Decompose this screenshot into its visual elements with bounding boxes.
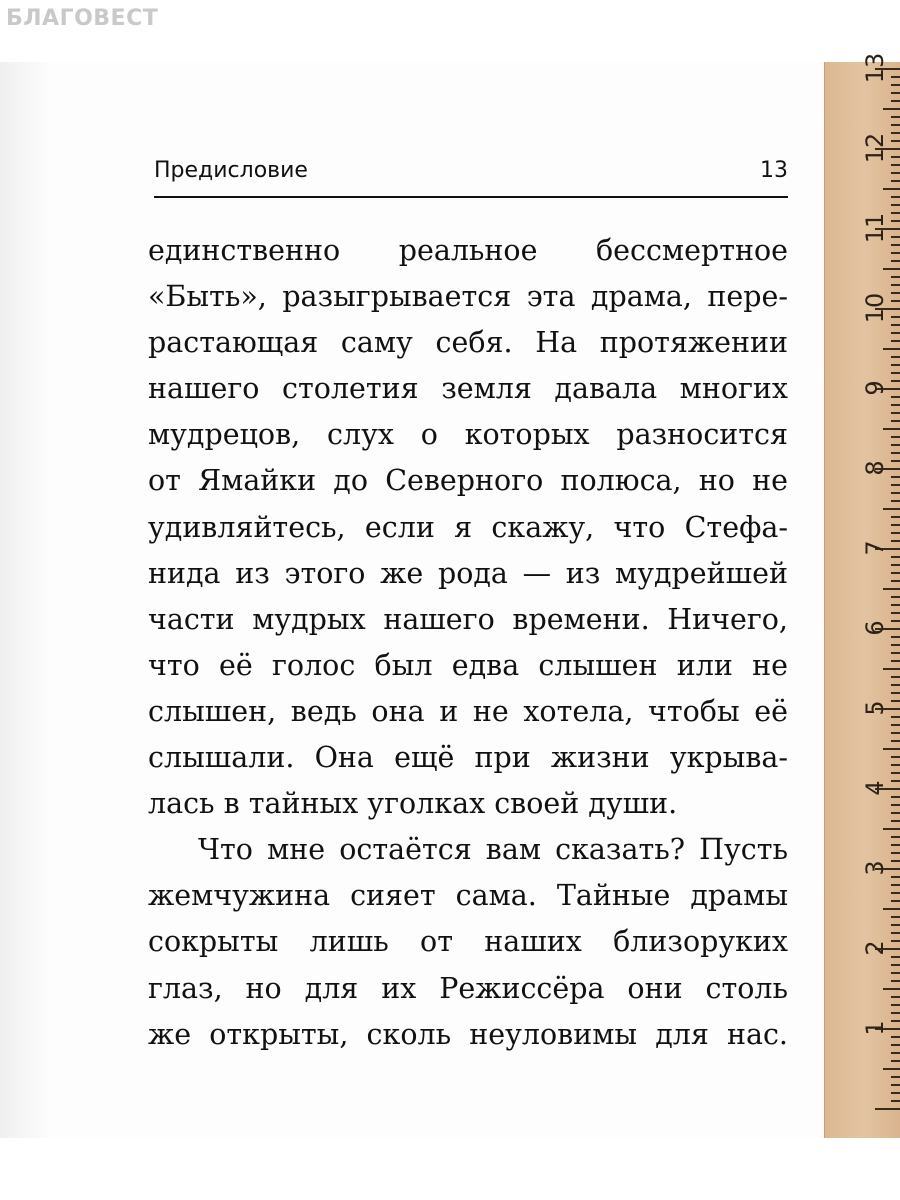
ruler-mm-tick <box>891 364 900 366</box>
text-line: нида из этого же рода — из мудрейшей <box>148 556 788 590</box>
ruler-mm-tick <box>891 300 900 302</box>
ruler-mm-tick <box>883 988 900 990</box>
ruler-mm-tick <box>891 604 900 606</box>
body-text <box>148 228 788 1058</box>
ruler-mm-tick <box>891 340 900 342</box>
ruler-mm-tick <box>891 100 900 102</box>
text-line: от Ямайки до Северного полюса, но не <box>148 464 788 498</box>
ruler-mm-tick <box>891 884 900 886</box>
ruler-number: 3 <box>861 860 889 876</box>
ruler-mm-tick <box>891 836 900 838</box>
ruler-mm-tick <box>883 908 900 910</box>
ruler-mm-tick <box>891 860 900 862</box>
ruler-mm-tick <box>891 84 900 86</box>
ruler-mm-tick <box>883 588 900 590</box>
ruler-number: 13 <box>861 52 889 84</box>
ruler-mm-tick <box>891 1012 900 1014</box>
text-line: растающая саму себя. На протяжении <box>148 326 788 360</box>
ruler-number: 8 <box>861 460 889 476</box>
ruler-mm-tick <box>891 396 900 398</box>
ruler-mm-tick <box>891 116 900 118</box>
ruler-mm-tick <box>891 780 900 782</box>
ruler-mm-tick <box>891 820 900 822</box>
watermark-logo: БЛАГОВЕСТ <box>6 6 159 31</box>
ruler-number: 7 <box>861 540 889 556</box>
ruler-mm-tick <box>891 716 900 718</box>
ruler-mm-tick <box>891 660 900 662</box>
ruler-mm-tick <box>891 252 900 254</box>
ruler-mm-tick <box>891 516 900 518</box>
ruler-mm-tick <box>891 1100 900 1102</box>
ruler-mm-tick <box>891 916 900 918</box>
ruler-number: 12 <box>861 132 889 164</box>
ruler-mm-tick <box>891 492 900 494</box>
ruler-mm-tick <box>891 1020 900 1022</box>
ruler-mm-tick <box>891 1004 900 1006</box>
ruler-number: 5 <box>861 700 889 716</box>
ruler-mm-tick <box>883 428 900 430</box>
ruler-mm-tick <box>883 108 900 110</box>
book-page-edge <box>0 62 48 1138</box>
text-line: же открыты, сколь неуловимы для нас. <box>148 1017 788 1051</box>
ruler-mm-tick <box>891 932 900 934</box>
text-line: Что мне остаётся вам сказать? Пусть <box>198 833 788 867</box>
ruler-mm-tick <box>883 348 900 350</box>
ruler-mm-tick <box>891 484 900 486</box>
text-line: что её голос был едва слышен или не <box>148 648 788 682</box>
ruler-mm-tick <box>891 140 900 142</box>
ruler-mm-tick <box>891 892 900 894</box>
ruler-mm-tick <box>891 524 900 526</box>
ruler-mm-tick <box>891 764 900 766</box>
ruler-mm-tick <box>891 924 900 926</box>
text-line: сокрыты лишь от наших близоруких <box>148 925 788 959</box>
ruler-mm-tick <box>891 380 900 382</box>
ruler-mm-tick <box>891 156 900 158</box>
ruler-mm-tick <box>891 844 900 846</box>
ruler-mm-tick <box>891 852 900 854</box>
ruler-mm-tick <box>891 1052 900 1054</box>
ruler-mm-tick <box>891 1084 900 1086</box>
ruler-mm-tick <box>891 1092 900 1094</box>
ruler-mm-tick <box>891 652 900 654</box>
ruler-mm-tick <box>891 900 900 902</box>
ruler-mm-tick <box>891 420 900 422</box>
ruler-mm-tick <box>891 332 900 334</box>
ruler-mm-tick <box>891 580 900 582</box>
ruler-mm-tick <box>891 684 900 686</box>
ruler-mm-tick <box>891 612 900 614</box>
ruler-mm-tick <box>891 276 900 278</box>
page-header <box>154 158 788 198</box>
ruler-mm-tick <box>891 476 900 478</box>
ruler-mm-tick <box>891 220 900 222</box>
ruler-mm-tick <box>891 620 900 622</box>
ruler-mm-tick <box>891 556 900 558</box>
text-line: лась в тайных уголках своей души. <box>148 787 678 821</box>
ruler-number: 11 <box>861 212 889 244</box>
text-line: части мудрых нашего времени. Ничего, <box>148 602 788 636</box>
ruler-mm-tick <box>891 1044 900 1046</box>
ruler-mm-tick <box>891 532 900 534</box>
ruler-mm-tick <box>891 724 900 726</box>
ruler-mm-tick <box>891 172 900 174</box>
ruler-mm-tick <box>891 964 900 966</box>
ruler-mm-tick <box>891 196 900 198</box>
ruler-mm-tick <box>891 564 900 566</box>
ruler-mm-tick <box>891 1036 900 1038</box>
ruler-mm-tick <box>891 180 900 182</box>
ruler-mm-tick <box>891 540 900 542</box>
ruler-mm-tick <box>883 1068 900 1070</box>
ruler-mm-tick <box>891 404 900 406</box>
ruler-mm-tick <box>891 732 900 734</box>
ruler-mm-tick <box>891 700 900 702</box>
ruler-mm-tick <box>891 940 900 942</box>
ruler-mm-tick <box>891 1076 900 1078</box>
ruler-mm-tick <box>891 444 900 446</box>
ruler-mm-tick <box>891 372 900 374</box>
ruler-number: 1 <box>861 1020 889 1036</box>
ruler-mm-tick <box>883 508 900 510</box>
running-title: Предисловие <box>154 158 308 183</box>
ruler-mm-tick <box>891 356 900 358</box>
ruler-mm-tick <box>883 828 900 830</box>
ruler-mm-tick <box>891 244 900 246</box>
ruler-mm-tick <box>891 260 900 262</box>
ruler-mm-tick <box>891 164 900 166</box>
ruler-mm-tick <box>891 212 900 214</box>
text-line: удивляйтесь, если я скажу, что Стефа- <box>148 510 788 544</box>
ruler-mm-tick <box>891 132 900 134</box>
ruler-mm-tick <box>891 796 900 798</box>
ruler-mm-tick <box>891 740 900 742</box>
text-line: «Быть», разыгрывается эта драма, пере- <box>148 280 788 314</box>
page-number: 13 <box>760 158 788 183</box>
ruler-mm-tick <box>891 756 900 758</box>
ruler-mm-tick <box>891 772 900 774</box>
ruler-mm-tick <box>891 452 900 454</box>
text-line: жемчужина сияет сама. Тайные драмы <box>148 879 788 913</box>
ruler-number: 6 <box>861 620 889 636</box>
ruler-mm-tick <box>891 876 900 878</box>
ruler-mm-tick <box>891 316 900 318</box>
ruler-mm-tick <box>891 972 900 974</box>
ruler-mm-tick <box>891 324 900 326</box>
ruler-mm-tick <box>891 996 900 998</box>
text-line: нашего столетия земля давала многих <box>148 372 788 406</box>
ruler-mm-tick <box>883 268 900 270</box>
ruler-mm-tick <box>891 124 900 126</box>
ruler-mm-tick <box>891 692 900 694</box>
ruler-mm-tick <box>891 572 900 574</box>
ruler-mm-tick <box>883 748 900 750</box>
ruler-mm-tick <box>891 284 900 286</box>
ruler-mm-tick <box>891 412 900 414</box>
ruler-cm-tick <box>875 1108 900 1110</box>
ruler-mm-tick <box>891 1060 900 1062</box>
ruler-mm-tick <box>891 676 900 678</box>
ruler-mm-tick <box>883 188 900 190</box>
ruler-mm-tick <box>891 804 900 806</box>
paragraph-2 <box>148 827 788 1057</box>
paragraph-1 <box>148 228 788 827</box>
ruler-mm-tick <box>891 980 900 982</box>
text-line: слышали. Она ещё при жизни укрыва- <box>148 741 788 775</box>
ruler-mm-tick <box>891 436 900 438</box>
ruler-mm-tick <box>891 76 900 78</box>
text-line: мудрецов, слух о которых разносится <box>148 418 788 452</box>
ruler-mm-tick <box>891 636 900 638</box>
text-line: глаз, но для их Режиссёра они столь <box>148 971 788 1005</box>
ruler-number: 10 <box>861 292 889 324</box>
ruler-mm-tick <box>891 956 900 958</box>
ruler-mm-tick <box>891 596 900 598</box>
ruler-mm-tick <box>891 644 900 646</box>
ruler-mm-tick <box>891 204 900 206</box>
ruler-mm-tick <box>883 668 900 670</box>
ruler-mm-tick <box>891 292 900 294</box>
ruler-mm-tick <box>891 236 900 238</box>
ruler-number: 4 <box>861 780 889 796</box>
header-rule <box>154 196 788 198</box>
ruler-number: 2 <box>861 940 889 956</box>
ruler-number: 9 <box>861 380 889 396</box>
background-strip <box>0 1138 900 1200</box>
ruler-mm-tick <box>891 460 900 462</box>
text-line: единственно реальное бессмертное <box>148 234 788 267</box>
measuring-ruler <box>824 52 900 1138</box>
text-line: слышен, ведь она и не хотела, чтобы её <box>148 694 788 728</box>
ruler-mm-tick <box>891 812 900 814</box>
ruler-mm-tick <box>891 500 900 502</box>
ruler-mm-tick <box>891 92 900 94</box>
